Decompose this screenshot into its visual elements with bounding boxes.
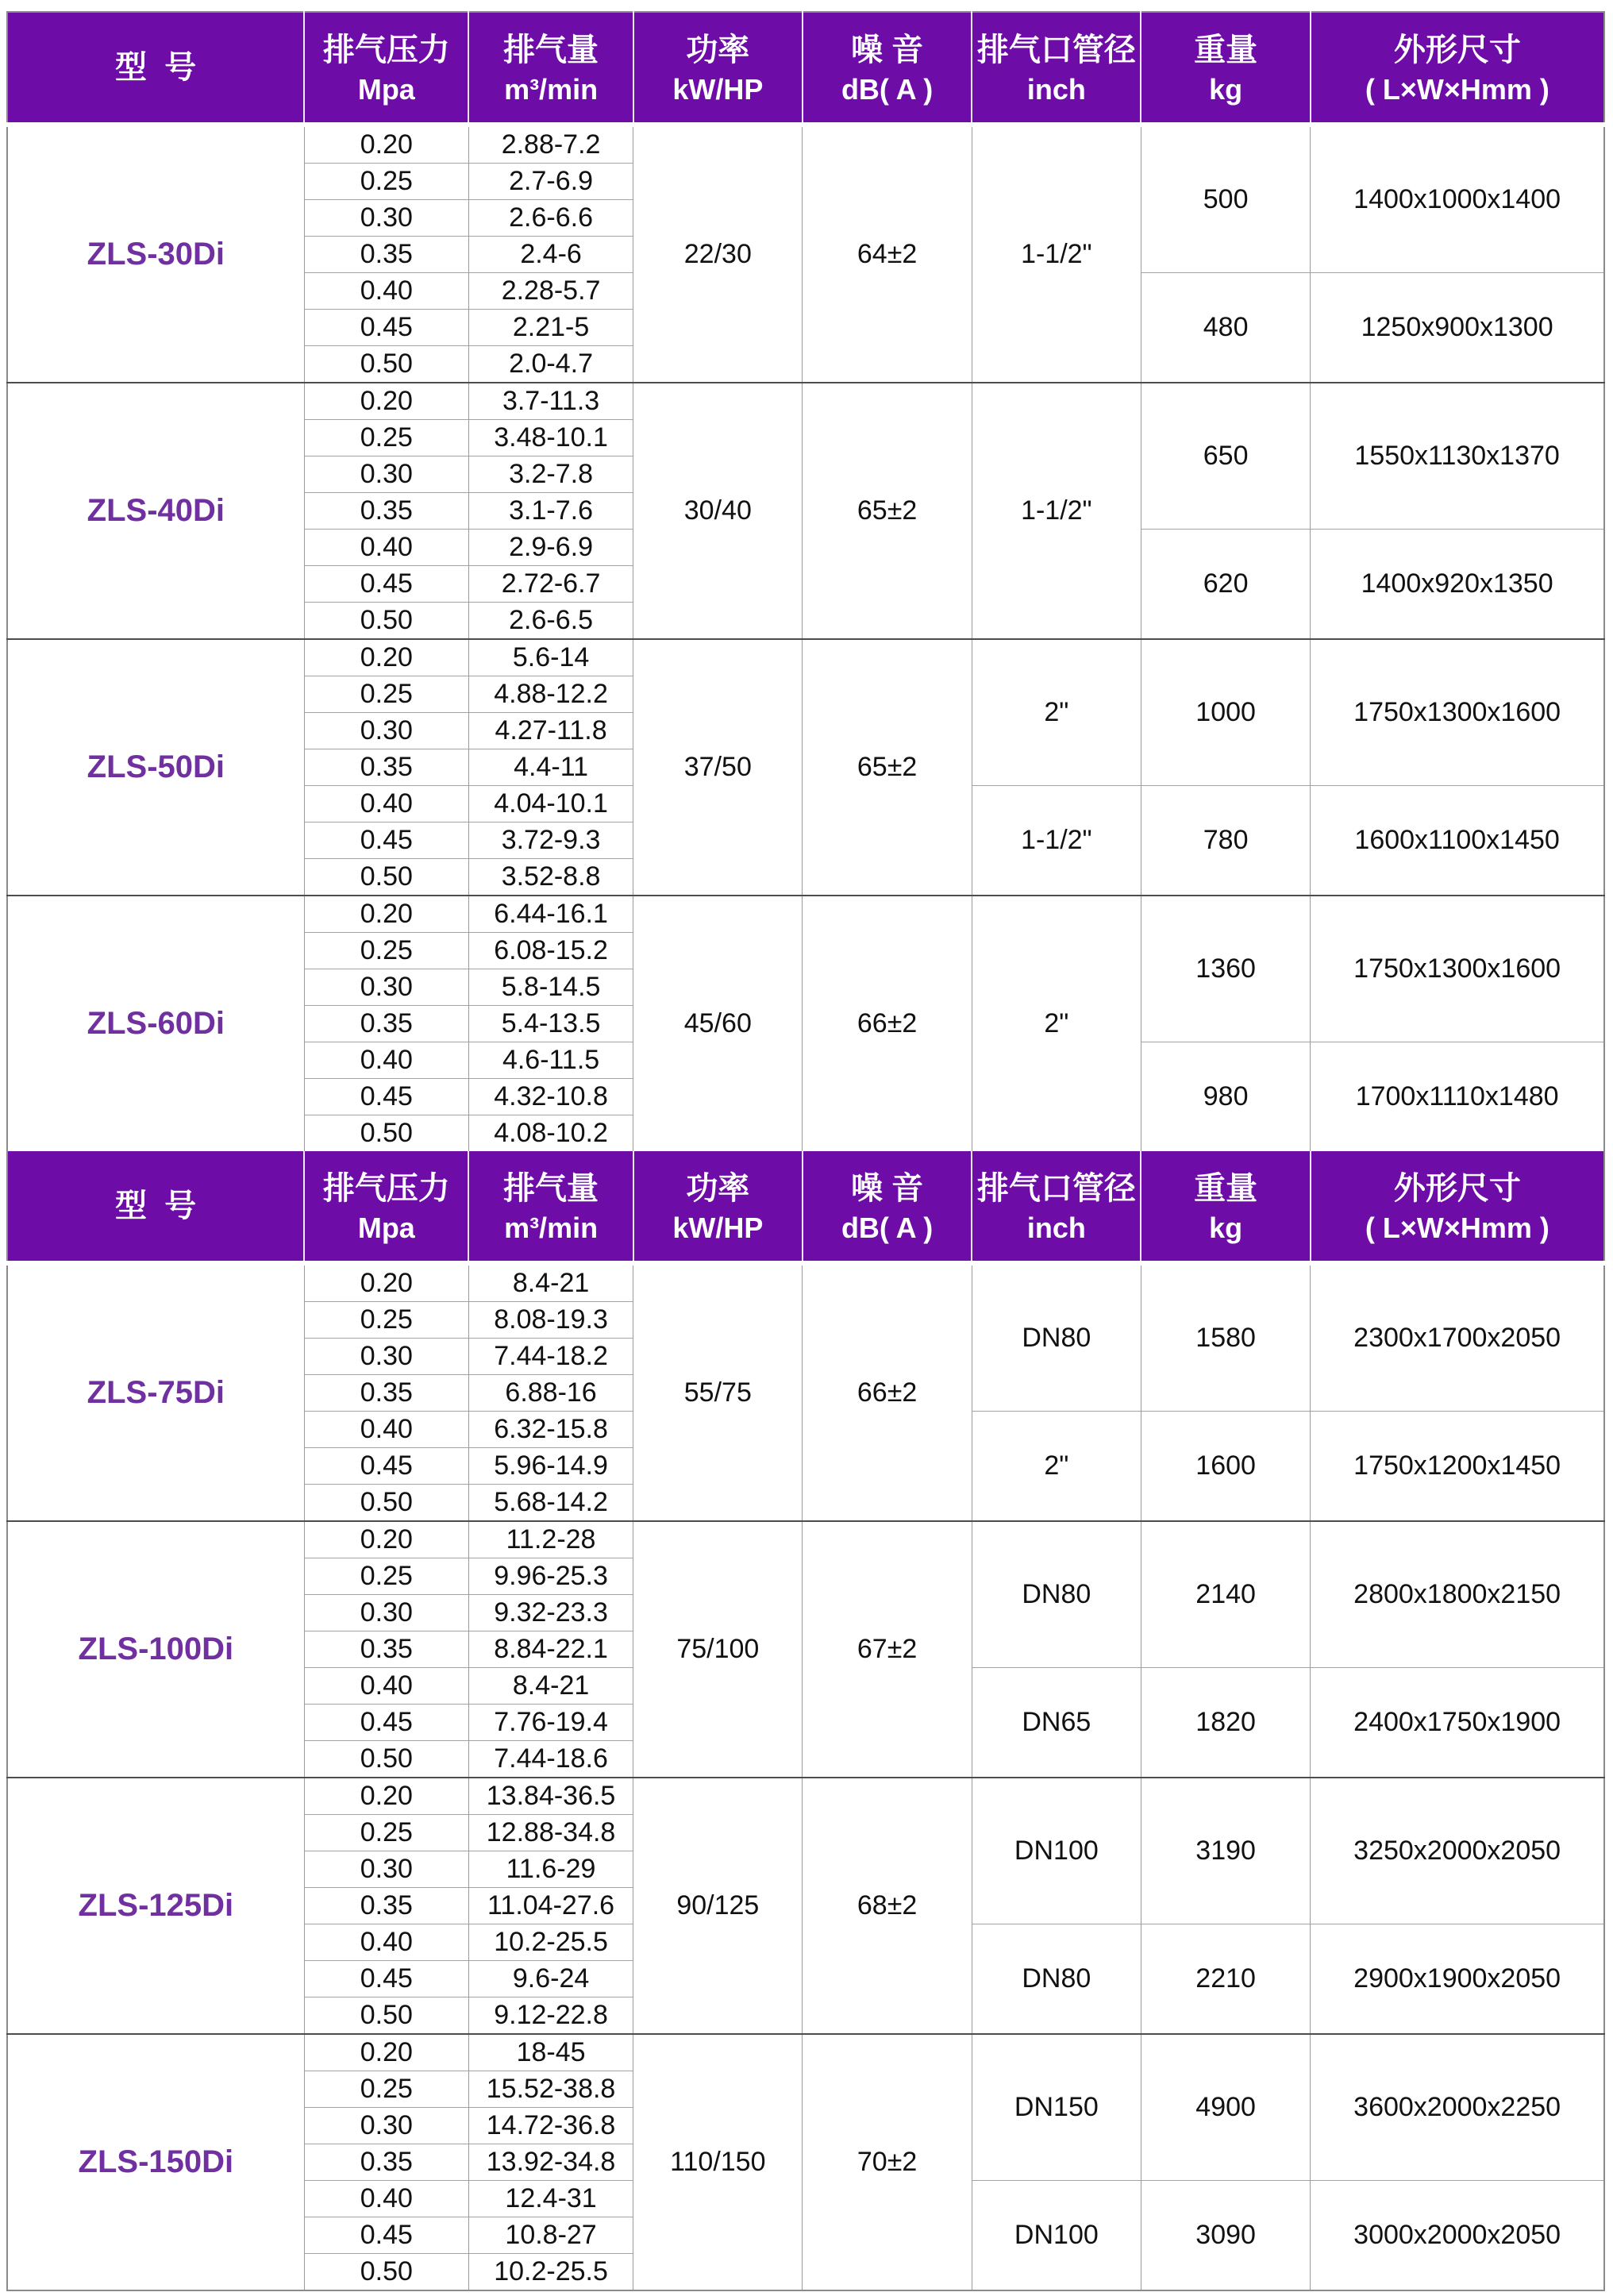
flow-value: 7.44-18.2 [468,1339,633,1375]
col-header-press-line1: 排气压力 [322,32,450,67]
col-header-flow-line1: 排气量 [503,32,599,67]
flow-value: 8.84-22.1 [468,1631,633,1668]
pipe-value: DN65 [972,1668,1141,1778]
pressure-value: 0.40 [304,1412,468,1448]
pressure-value: 0.20 [304,896,468,933]
noise-value: 66±2 [803,896,972,1151]
pipe-value: DN80 [972,1263,1141,1412]
flow-value: 9.12-22.8 [468,1997,633,2035]
flow-value: 3.48-10.1 [468,420,633,457]
pressure-value: 0.20 [304,1521,468,1558]
pressure-value: 0.50 [304,1115,468,1152]
flow-value: 13.84-36.5 [468,1778,633,1815]
pressure-value: 0.35 [304,1888,468,1924]
col-header-flow-line2: m³/min [504,72,599,106]
flow-value: 3.52-8.8 [468,859,633,896]
pressure-value: 0.45 [304,1079,468,1115]
flow-value: 6.32-15.8 [468,1412,633,1448]
dims-value: 2400x1750x1900 [1311,1668,1604,1778]
col-header-weight-line1: 重量 [1194,32,1258,67]
col-header-power-line1: 功率 [686,32,750,67]
col-header-press-line1: 排气压力 [322,1170,450,1206]
pressure-value: 0.30 [304,1339,468,1375]
weight-value: 780 [1141,786,1310,896]
flow-value: 6.88-16 [468,1375,633,1412]
col-header-noise-line1: 噪 音 [851,32,924,67]
pressure-value: 0.25 [304,2071,468,2108]
noise-value: 67±2 [803,1521,972,1778]
pressure-value: 0.45 [304,1961,468,1997]
spec-table-body [7,12,1604,2290]
flow-value: 4.88-12.2 [468,676,633,713]
col-header-weight-line1: 重量 [1194,1170,1258,1206]
pressure-value: 0.30 [304,457,468,493]
pressure-value: 0.35 [304,2144,468,2181]
flow-value: 2.6-6.5 [468,603,633,640]
weight-value: 3190 [1141,1778,1310,1924]
flow-value: 5.8-14.5 [468,969,633,1006]
pressure-value: 0.30 [304,713,468,749]
pressure-value: 0.50 [304,2254,468,2291]
pressure-value: 0.50 [304,859,468,896]
col-header-power [633,12,803,125]
col-header-dims-line2: ( L×W×Hmm ) [1365,72,1549,106]
pressure-value: 0.45 [304,566,468,603]
pressure-value: 0.45 [304,2217,468,2254]
col-header-weight-line2: kg [1209,72,1243,106]
pressure-value: 0.25 [304,420,468,457]
dims-value: 1250x900x1300 [1311,273,1604,383]
flow-value: 3.1-7.6 [468,493,633,530]
weight-value: 4900 [1141,2034,1310,2181]
pipe-value: DN100 [972,1778,1141,1924]
pressure-value: 0.20 [304,125,468,164]
pressure-value: 0.30 [304,2108,468,2144]
pressure-value: 0.40 [304,786,468,822]
pressure-value: 0.25 [304,933,468,969]
header-row-2 [7,1151,1604,1263]
flow-value: 7.44-18.6 [468,1741,633,1778]
pressure-value: 0.35 [304,1375,468,1412]
pipe-value: 2" [972,1412,1141,1522]
pressure-value: 0.40 [304,273,468,310]
pressure-value: 0.35 [304,1006,468,1042]
model-name: ZLS-50Di [7,639,304,896]
flow-value: 11.04-27.6 [468,1888,633,1924]
header-row-1 [7,12,1604,125]
col-header-model [7,1151,304,1263]
pressure-value: 0.40 [304,2181,468,2217]
flow-value: 4.32-10.8 [468,1079,633,1115]
flow-value: 11.6-29 [468,1851,633,1888]
col-header-press [304,1151,468,1263]
weight-value: 620 [1141,530,1310,640]
pressure-value: 0.40 [304,1042,468,1079]
dims-value: 1600x1100x1450 [1311,786,1604,896]
power-value: 75/100 [633,1521,803,1778]
model-name: ZLS-125Di [7,1778,304,2034]
power-value: 45/60 [633,896,803,1151]
dims-value: 2300x1700x2050 [1311,1263,1604,1412]
flow-value: 13.92-34.8 [468,2144,633,2181]
col-header-power [633,1151,803,1263]
noise-value: 66±2 [803,1263,972,1521]
pressure-value: 0.45 [304,822,468,859]
flow-value: 10.8-27 [468,2217,633,2254]
model-name: ZLS-60Di [7,896,304,1151]
col-header-power-line1: 功率 [686,1170,750,1206]
col-header-flow-line1: 排气量 [503,1170,599,1206]
pressure-value: 0.50 [304,603,468,640]
flow-value: 2.88-7.2 [468,125,633,164]
dims-value: 1750x1200x1450 [1311,1412,1604,1522]
flow-value: 18-45 [468,2034,633,2071]
dims-value: 3600x2000x2250 [1311,2034,1604,2181]
pressure-value: 0.50 [304,1997,468,2035]
spec-row [7,383,1604,420]
col-header-flow-line2: m³/min [504,1211,599,1244]
flow-value: 6.44-16.1 [468,896,633,933]
model-name: ZLS-40Di [7,383,304,639]
flow-value: 4.6-11.5 [468,1042,633,1079]
pressure-value: 0.20 [304,639,468,676]
pressure-value: 0.20 [304,1263,468,1302]
flow-value: 2.9-6.9 [468,530,633,566]
col-header-press-line2: Mpa [357,1211,415,1244]
flow-value: 5.96-14.9 [468,1448,633,1485]
weight-value: 1600 [1141,1412,1310,1522]
col-header-flow [468,12,633,125]
pressure-value: 0.50 [304,1741,468,1778]
flow-value: 10.2-25.5 [468,1924,633,1961]
flow-value: 3.7-11.3 [468,383,633,420]
flow-value: 5.4-13.5 [468,1006,633,1042]
weight-value: 1580 [1141,1263,1310,1412]
col-header-pipe-line1: 排气口管径 [976,1170,1136,1206]
col-header-pipe-line2: inch [1026,1211,1086,1244]
dims-value: 1400x1000x1400 [1311,125,1604,273]
pressure-value: 0.50 [304,1485,468,1522]
model-name: ZLS-30Di [7,125,304,383]
flow-value: 2.4-6 [468,237,633,273]
flow-value: 8.4-21 [468,1668,633,1705]
pressure-value: 0.40 [304,530,468,566]
dims-value: 3000x2000x2050 [1311,2181,1604,2291]
noise-value: 64±2 [803,125,972,383]
flow-value: 4.08-10.2 [468,1115,633,1152]
col-header-dims [1311,12,1604,125]
spec-row [7,896,1604,933]
col-header-press [304,12,468,125]
spec-row [7,1263,1604,1302]
weight-value: 1000 [1141,639,1310,786]
flow-value: 7.76-19.4 [468,1705,633,1741]
pressure-value: 0.20 [304,1778,468,1815]
flow-value: 4.4-11 [468,749,633,786]
flow-value: 12.4-31 [468,2181,633,2217]
dims-value: 1750x1300x1600 [1311,896,1604,1042]
col-header-pipe [972,1151,1141,1263]
spec-row [7,125,1604,164]
pipe-value: 2" [972,639,1141,786]
pressure-value: 0.45 [304,1705,468,1741]
flow-value: 9.96-25.3 [468,1558,633,1595]
weight-value: 2210 [1141,1924,1310,2035]
dims-value: 1700x1110x1480 [1311,1042,1604,1152]
weight-value: 480 [1141,273,1310,383]
pressure-value: 0.35 [304,237,468,273]
col-header-flow [468,1151,633,1263]
pressure-value: 0.30 [304,969,468,1006]
col-header-noise-line2: dB( A ) [841,1211,934,1244]
weight-value: 500 [1141,125,1310,273]
noise-value: 65±2 [803,639,972,896]
model-name: ZLS-150Di [7,2034,304,2290]
pressure-value: 0.35 [304,493,468,530]
spec-row [7,1778,1604,1815]
col-header-dims-line2: ( L×W×Hmm ) [1365,1211,1549,1244]
dims-value: 1750x1300x1600 [1311,639,1604,786]
weight-value: 1820 [1141,1668,1310,1778]
flow-value: 5.68-14.2 [468,1485,633,1522]
pipe-value: 1-1/2" [972,786,1141,896]
flow-value: 9.6-24 [468,1961,633,1997]
dims-value: 2900x1900x2050 [1311,1924,1604,2035]
power-value: 90/125 [633,1778,803,2034]
weight-value: 650 [1141,383,1310,530]
power-value: 55/75 [633,1263,803,1521]
pressure-value: 0.50 [304,346,468,383]
pipe-value: DN150 [972,2034,1141,2181]
col-header-model [7,12,304,125]
flow-value: 11.2-28 [468,1521,633,1558]
flow-value: 2.72-6.7 [468,566,633,603]
col-header-press-line2: Mpa [357,72,415,106]
flow-value: 8.08-19.3 [468,1302,633,1339]
flow-value: 3.72-9.3 [468,822,633,859]
flow-value: 3.2-7.8 [468,457,633,493]
col-header-power-line2: kW/HP [672,1211,764,1244]
spec-table [6,11,1605,2291]
pipe-value: 2" [972,896,1141,1151]
pressure-value: 0.25 [304,1302,468,1339]
pressure-value: 0.35 [304,1631,468,1668]
pressure-value: 0.35 [304,749,468,786]
col-header-weight [1141,1151,1310,1263]
spec-row [7,639,1604,676]
pressure-value: 0.20 [304,2034,468,2071]
col-header-noise-line1: 噪 音 [851,1170,924,1206]
col-header-noise [803,12,972,125]
pressure-value: 0.25 [304,1815,468,1851]
spec-row [7,2034,1604,2071]
pipe-value: DN80 [972,1924,1141,2035]
pressure-value: 0.45 [304,310,468,346]
flow-value: 12.88-34.8 [468,1815,633,1851]
pipe-value: DN100 [972,2181,1141,2291]
flow-value: 8.4-21 [468,1263,633,1302]
flow-value: 2.0-4.7 [468,346,633,383]
flow-value: 15.52-38.8 [468,2071,633,2108]
col-header-power-line2: kW/HP [672,72,764,106]
flow-value: 2.6-6.6 [468,200,633,237]
col-header-noise [803,1151,972,1263]
col-header-dims [1311,1151,1604,1263]
col-header-dims-line1: 外形尺寸 [1393,1170,1521,1206]
noise-value: 68±2 [803,1778,972,2034]
col-header-weight-line2: kg [1209,1211,1243,1244]
pipe-value: DN80 [972,1521,1141,1668]
weight-value: 980 [1141,1042,1310,1152]
dims-value: 1400x920x1350 [1311,530,1604,640]
flow-value: 6.08-15.2 [468,933,633,969]
power-value: 37/50 [633,639,803,896]
pressure-value: 0.30 [304,200,468,237]
flow-value: 2.21-5 [468,310,633,346]
pressure-value: 0.30 [304,1595,468,1631]
flow-value: 2.28-5.7 [468,273,633,310]
col-header-model-line1: 型 号 [114,50,197,85]
flow-value: 4.04-10.1 [468,786,633,822]
col-header-dims-line1: 外形尺寸 [1393,32,1521,67]
pressure-value: 0.25 [304,676,468,713]
col-header-weight [1141,12,1310,125]
pressure-value: 0.20 [304,383,468,420]
dims-value: 1550x1130x1370 [1311,383,1604,530]
flow-value: 14.72-36.8 [468,2108,633,2144]
pressure-value: 0.25 [304,164,468,200]
flow-value: 10.2-25.5 [468,2254,633,2291]
model-name: ZLS-100Di [7,1521,304,1778]
flow-value: 5.6-14 [468,639,633,676]
pressure-value: 0.30 [304,1851,468,1888]
pressure-value: 0.45 [304,1448,468,1485]
flow-value: 4.27-11.8 [468,713,633,749]
flow-value: 2.7-6.9 [468,164,633,200]
power-value: 110/150 [633,2034,803,2290]
flow-value: 9.32-23.3 [468,1595,633,1631]
col-header-pipe [972,12,1141,125]
col-header-pipe-line1: 排气口管径 [976,32,1136,67]
power-value: 30/40 [633,383,803,639]
pipe-value: 1-1/2" [972,383,1141,639]
col-header-pipe-line2: inch [1026,72,1086,106]
dims-value: 2800x1800x2150 [1311,1521,1604,1668]
dims-value: 3250x2000x2050 [1311,1778,1604,1924]
spec-row [7,1521,1604,1558]
pipe-value: 1-1/2" [972,125,1141,383]
noise-value: 70±2 [803,2034,972,2290]
model-name: ZLS-75Di [7,1263,304,1521]
col-header-model-line1: 型 号 [114,1188,197,1223]
noise-value: 65±2 [803,383,972,639]
power-value: 22/30 [633,125,803,383]
weight-value: 1360 [1141,896,1310,1042]
pressure-value: 0.25 [304,1558,468,1595]
col-header-noise-line2: dB( A ) [841,72,934,106]
weight-value: 3090 [1141,2181,1310,2291]
pressure-value: 0.40 [304,1924,468,1961]
weight-value: 2140 [1141,1521,1310,1668]
pressure-value: 0.40 [304,1668,468,1705]
